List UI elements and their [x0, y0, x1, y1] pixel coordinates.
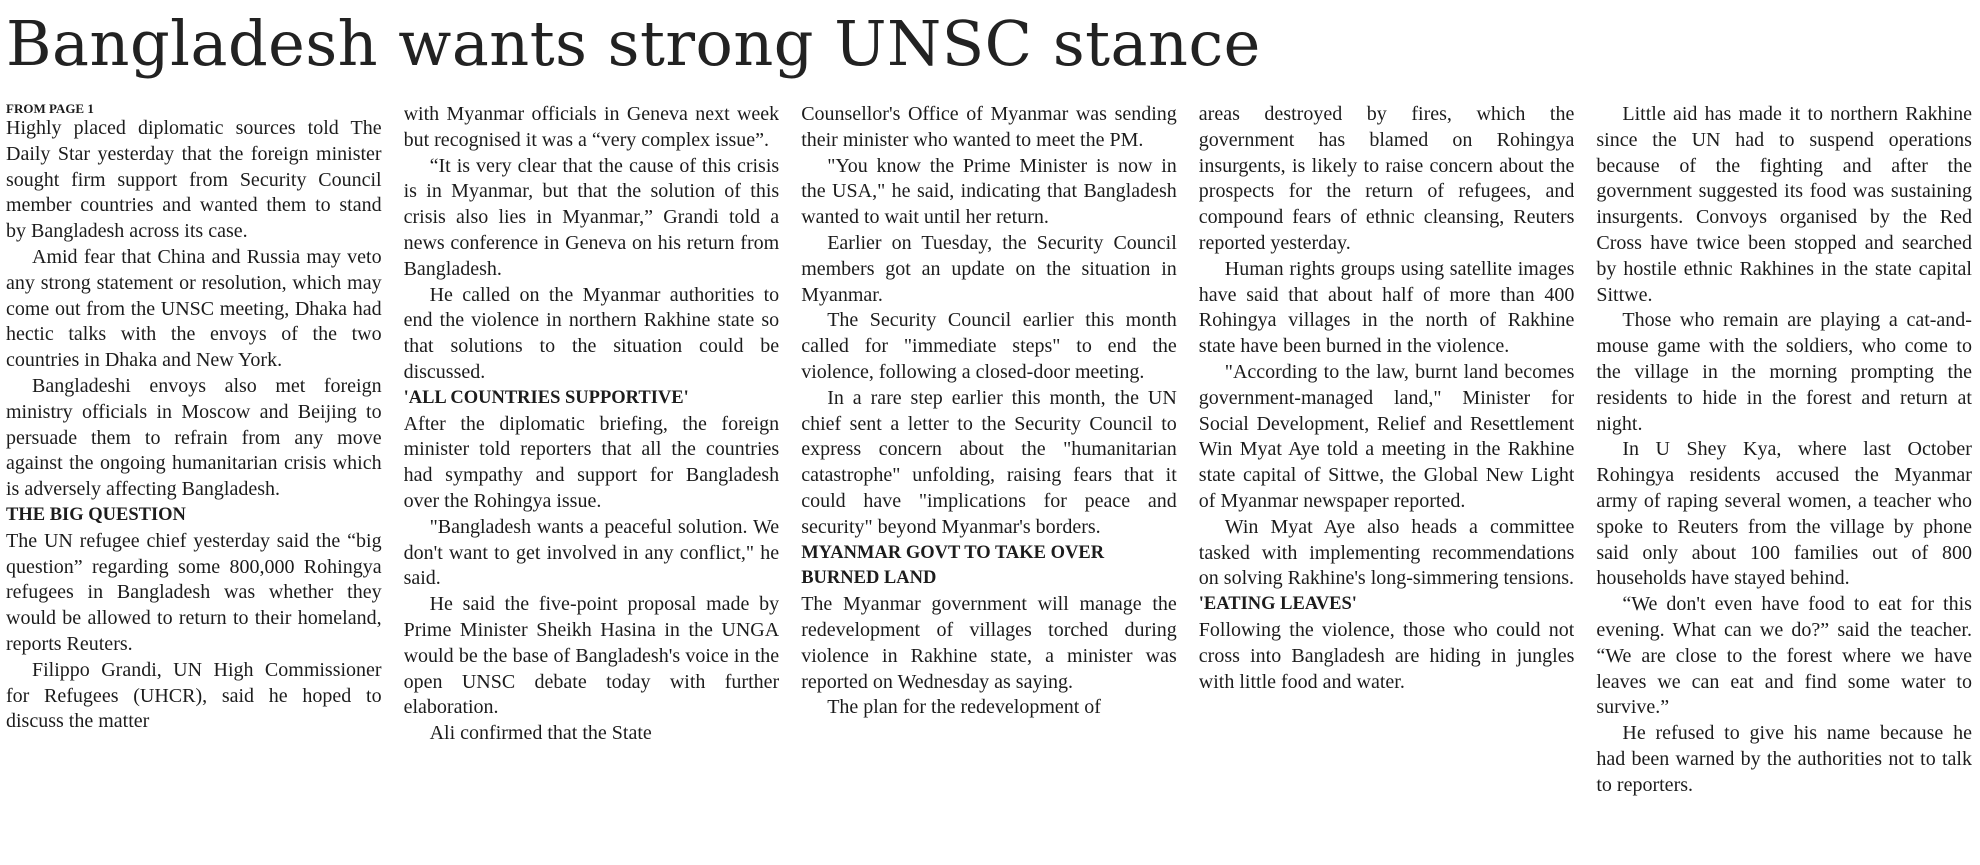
paragraph: After the diplomatic briefing, the foreign minister told reporters that all the countries had sympathy and support for Bangladesh over the Rohingya issue. — [403, 412, 780, 512]
paragraph: The UN refugee chief yesterday said the “big question” regarding some 800,000 Rohingya refugees in Bangladesh was whether they would be allowed to return to their homeland, reports Reuters. — [6, 529, 382, 655]
paragraph: "According to the law, burnt land becomes government-managed land," Minister for Social Development, Relief and Resettlement Win Myat Aye told a meeting in the Rakhine state capital of Sittwe, the Global New Light of Myanmar newspaper reported. — [1198, 360, 1575, 512]
paragraph: Earlier on Tuesday, the Security Council members got an update on the situation in Myanmar. — [801, 231, 1177, 306]
article-body — [6, 102, 1972, 860]
subheading: THE BIG QUESTION — [6, 504, 186, 525]
column-5 — [1596, 102, 1972, 860]
paragraph: Filippo Grandi, UN High Commissioner for Refugees (UHCR), said he hoped to discuss the matter — [6, 658, 382, 733]
paragraph: with Myanmar officials in Geneva next week but recognised it was a “very complex issue”. — [403, 103, 780, 151]
headline: Bangladesh wants strong UNSC stance — [6, 7, 1261, 80]
paragraph: areas destroyed by fires, which the government has blamed on Rohingya insurgents, is likely to raise concern about the prospects for the return of refugees, and compound fears of ethnic cleansing, Reuters reported yesterday. — [1198, 103, 1575, 254]
column-4 — [1199, 102, 1575, 860]
column-1 — [6, 102, 382, 860]
subheading: MYANMAR GOVT TO TAKE OVER BURNED LAND — [801, 542, 1105, 589]
paragraph: He said the five-point proposal made by Prime Minister Sheikh Hasina in the UNGA would be the base of Bangladesh's voice in the open UNSC debate today with further elaboration. — [403, 593, 780, 719]
paragraph: The Security Council earlier this month called for "immediate steps" to end the violence, following a closed-door meeting. — [801, 309, 1177, 383]
subheading: 'ALL COUNTRIES SUPPORTIVE' — [403, 387, 689, 408]
paragraph: Win Myat Aye also heads a committee tasked with implementing recommendations on solving Rakhine's long-simmering tensions. — [1198, 515, 1575, 590]
paragraph: The plan for the redevelopment of — [827, 696, 1101, 719]
paragraph: "Bangladesh wants a peaceful solution. We don't want to get involved in any conflict," he said. — [403, 515, 780, 590]
paragraph: He refused to give his name because he had been warned by the authorities not to talk to reporters. — [1596, 722, 1972, 796]
paragraph: Little aid has made it to northern Rakhine since the UN had to suspend operations because of the fighting and after the government suggested its food was sustaining insurgents. Convoys organised by the Red Cross have twice been stopped and searched by hostile ethnic Rakhines in the state capital Sittwe. — [1596, 103, 1972, 306]
paragraph: Highly placed diplomatic sources told The Daily Star yesterday that the foreign minister sought firm support from Security Council member countries and wanted them to stand by Bangladesh across its case. — [6, 117, 382, 243]
paragraph: He called on the Myanmar authorities to end the violence in northern Rakhine state so that solutions to the situation could be discussed. — [403, 283, 780, 383]
paragraph: In a rare step earlier this month, the UN chief sent a letter to the Security Council to express concern about the "humanitarian catastrophe" unfolding, raising fears that it could have "implications for peace and security" beyond Myanmar's borders. — [801, 386, 1177, 538]
paragraph: The Myanmar government will manage the redevelopment of villages torched during violence in Rakhine state, a minister was reported on Wednesday as saying. — [801, 593, 1177, 693]
paragraph: Ali confirmed that the State — [429, 722, 652, 745]
paragraph: Those who remain are playing a cat-and-mouse game with the soldiers, who come to the village in the morning prompting the residents to hide in the forest and return at night. — [1596, 309, 1972, 435]
paragraph: Human rights groups using satellite images have said that about half of more than 400 Rohingya villages in the north of Rakhine state have been burned in the violence. — [1198, 257, 1575, 358]
paragraph: “We don't even have food to eat for this evening. What can we do?” said the teacher. “We are close to the forest where we have leaves we can eat and find some water to survive.” — [1596, 593, 1972, 719]
paragraph: In U Shey Kya, where last October Rohingya residents accused the Myanmar army of raping several women, a teacher who spoke to Reuters from the village by phone said only about 100 families out of 800 households have stayed behind. — [1596, 438, 1972, 590]
paragraph: Counsellor's Office of Myanmar was sending their minister who wanted to meet the PM. — [801, 103, 1177, 151]
subheading: 'EATING LEAVES' — [1198, 594, 1357, 615]
column-2 — [404, 102, 780, 860]
paragraph: Following the violence, those who could not cross into Bangladesh are hiding in jungles with little food and water. — [1198, 618, 1575, 693]
paragraph: "You know the Prime Minister is now in the USA," he said, indicating that Bangladesh wanted to wait until her return. — [801, 154, 1177, 229]
column-3 — [801, 102, 1177, 860]
kicker: FROM PAGE 1 — [6, 102, 94, 116]
paragraph: “It is very clear that the cause of this crisis is in Myanmar, but that the solution of this crisis also lies in Myanmar,” Grandi told a news conference in Geneva on his return from Bangladesh. — [403, 154, 780, 280]
paragraph: Bangladeshi envoys also met foreign ministry officials in Moscow and Beijing to persuade them to refrain from any move against the ongoing humanitarian crisis which is adversely affecting Bangladesh. — [6, 374, 382, 501]
paragraph: Amid fear that China and Russia may veto any strong statement or resolution, which may come out from the UNSC meeting, Dhaka had hectic talks with the envoys of the two countries in Dhaka and New York. — [6, 245, 382, 372]
